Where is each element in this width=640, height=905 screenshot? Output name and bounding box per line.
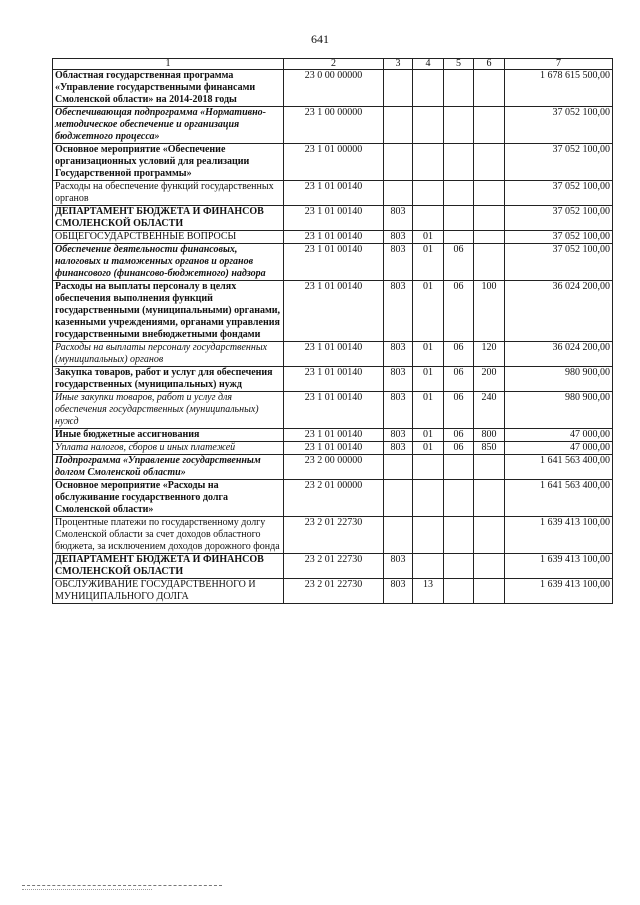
expense-type-cell: 240 — [474, 392, 505, 429]
ministry-code-cell: 803 — [384, 231, 413, 244]
scan-artifact-line — [22, 889, 152, 890]
expense-type-cell — [474, 244, 505, 281]
table-row — [53, 342, 613, 367]
target-article-cell: 23 2 01 22730 — [284, 554, 384, 579]
amount-cell: 1 639 413 100,00 — [505, 554, 613, 579]
table-row — [53, 206, 613, 231]
section-cell: 01 — [413, 442, 444, 455]
subsection-cell — [444, 206, 474, 231]
subsection-cell: 06 — [444, 281, 474, 342]
expense-type-cell: 800 — [474, 429, 505, 442]
subsection-cell: 06 — [444, 429, 474, 442]
amount-cell: 37 052 100,00 — [505, 244, 613, 281]
target-article-cell: 23 1 01 00000 — [284, 144, 384, 181]
amount-cell: 1 641 563 400,00 — [505, 480, 613, 517]
subsection-cell — [444, 231, 474, 244]
expense-type-cell: 200 — [474, 367, 505, 392]
row-name-cell: ОБЩЕГОСУДАРСТВЕННЫЕ ВОПРОСЫ — [53, 231, 284, 244]
target-article-cell: 23 1 01 00140 — [284, 429, 384, 442]
section-cell — [413, 107, 444, 144]
expense-type-cell: 850 — [474, 442, 505, 455]
subsection-cell — [444, 455, 474, 480]
table-row — [53, 367, 613, 392]
target-article-cell: 23 1 01 00140 — [284, 231, 384, 244]
subsection-cell — [444, 517, 474, 554]
section-cell — [413, 144, 444, 181]
ministry-code-cell — [384, 181, 413, 206]
table-row — [53, 181, 613, 206]
ministry-code-cell: 803 — [384, 579, 413, 604]
target-article-cell: 23 2 01 22730 — [284, 517, 384, 554]
subsection-cell: 06 — [444, 442, 474, 455]
target-article-cell: 23 1 00 00000 — [284, 107, 384, 144]
ministry-code-cell: 803 — [384, 342, 413, 367]
amount-cell: 1 639 413 100,00 — [505, 517, 613, 554]
expense-type-cell — [474, 554, 505, 579]
expense-type-cell — [474, 206, 505, 231]
ministry-code-cell — [384, 455, 413, 480]
section-cell — [413, 455, 444, 480]
subsection-cell: 06 — [444, 244, 474, 281]
target-article-cell: 23 1 01 00140 — [284, 244, 384, 281]
target-article-cell: 23 1 01 00140 — [284, 342, 384, 367]
amount-cell: 980 900,00 — [505, 392, 613, 429]
ministry-code-cell — [384, 144, 413, 181]
expense-type-cell — [474, 181, 505, 206]
target-article-cell: 23 1 01 00140 — [284, 392, 384, 429]
amount-cell: 37 052 100,00 — [505, 144, 613, 181]
amount-cell: 37 052 100,00 — [505, 206, 613, 231]
ministry-code-cell: 803 — [384, 206, 413, 231]
ministry-code-cell — [384, 70, 413, 107]
table-row — [53, 231, 613, 244]
subsection-cell — [444, 70, 474, 107]
ministry-code-cell: 803 — [384, 244, 413, 281]
amount-cell: 47 000,00 — [505, 442, 613, 455]
table-row — [53, 554, 613, 579]
amount-cell: 36 024 200,00 — [505, 281, 613, 342]
row-name-cell: Обеспечивающая подпрограмма «Нормативно-методическое обеспечение и организация бюджетного процесса» — [53, 107, 284, 144]
target-article-cell: 23 1 01 00140 — [284, 367, 384, 392]
target-article-cell: 23 2 01 22730 — [284, 579, 384, 604]
row-name-cell: Иные закупки товаров, работ и услуг для обеспечения государственных (муниципальных) нужд — [53, 392, 284, 429]
target-article-cell: 23 1 01 00140 — [284, 281, 384, 342]
amount-cell: 37 052 100,00 — [505, 231, 613, 244]
row-name-cell: ДЕПАРТАМЕНТ БЮДЖЕТА И ФИНАНСОВ СМОЛЕНСКОЙ ОБЛАСТИ — [53, 206, 284, 231]
row-name-cell: ОБСЛУЖИВАНИЕ ГОСУДАРСТВЕННОГО И МУНИЦИПАЛЬНОГО ДОЛГА — [53, 579, 284, 604]
header-cell: 2 — [284, 59, 384, 70]
page-number: 641 — [311, 32, 329, 46]
target-article-cell: 23 0 00 00000 — [284, 70, 384, 107]
subsection-cell: 06 — [444, 342, 474, 367]
row-name-cell: Уплата налогов, сборов и иных платежей — [53, 442, 284, 455]
header-row — [53, 59, 613, 70]
section-cell: 01 — [413, 392, 444, 429]
ministry-code-cell: 803 — [384, 442, 413, 455]
row-name-cell: Процентные платежи по государственному долгу Смоленской области за счет доходов областного бюджета, за исключением доходов дорожного фонда — [53, 517, 284, 554]
ministry-code-cell — [384, 480, 413, 517]
section-cell: 13 — [413, 579, 444, 604]
section-cell: 01 — [413, 367, 444, 392]
subsection-cell: 06 — [444, 392, 474, 429]
amount-cell: 37 052 100,00 — [505, 181, 613, 206]
section-cell — [413, 181, 444, 206]
table-row — [53, 70, 613, 107]
header-cell: 5 — [444, 59, 474, 70]
expense-type-cell — [474, 517, 505, 554]
amount-cell: 980 900,00 — [505, 367, 613, 392]
section-cell — [413, 554, 444, 579]
table-row — [53, 517, 613, 554]
row-name-cell: Основное мероприятие «Обеспечение организационных условий для реализации Государственной программы» — [53, 144, 284, 181]
expense-type-cell — [474, 579, 505, 604]
ministry-code-cell — [384, 517, 413, 554]
section-cell — [413, 517, 444, 554]
row-name-cell: Расходы на выплаты персоналу государственных (муниципальных) органов — [53, 342, 284, 367]
expense-type-cell — [474, 107, 505, 144]
expense-type-cell — [474, 70, 505, 107]
header-cell: 4 — [413, 59, 444, 70]
row-name-cell: Расходы на обеспечение функций государственных органов — [53, 181, 284, 206]
subsection-cell — [444, 480, 474, 517]
amount-cell: 1 641 563 400,00 — [505, 455, 613, 480]
row-name-cell: Областная государственная программа «Управление государственными финансами Смоленской области» на 2014-2018 годы — [53, 70, 284, 107]
subsection-cell: 06 — [444, 367, 474, 392]
ministry-code-cell: 803 — [384, 367, 413, 392]
section-cell: 01 — [413, 429, 444, 442]
section-cell: 01 — [413, 281, 444, 342]
row-name-cell: Расходы на выплаты персоналу в целях обеспечения выполнения функций государственными (муниципальными) органами, казенными учреждениями, органами управления государственными внебюджетными фондами — [53, 281, 284, 342]
scan-artifact-line — [22, 885, 222, 886]
amount-cell: 1 678 615 500,00 — [505, 70, 613, 107]
row-name-cell: Обеспечение деятельности финансовых, налоговых и таможенных органов и органов финансового (финансово-бюджетного) надзора — [53, 244, 284, 281]
subsection-cell — [444, 144, 474, 181]
header-cell: 7 — [505, 59, 613, 70]
budget-table — [52, 58, 613, 604]
target-article-cell: 23 2 00 00000 — [284, 455, 384, 480]
section-cell — [413, 70, 444, 107]
table-row — [53, 455, 613, 480]
amount-cell: 36 024 200,00 — [505, 342, 613, 367]
expense-type-cell — [474, 455, 505, 480]
table-body — [53, 59, 613, 604]
amount-cell: 47 000,00 — [505, 429, 613, 442]
section-cell: 01 — [413, 342, 444, 367]
amount-cell: 1 639 413 100,00 — [505, 579, 613, 604]
ministry-code-cell: 803 — [384, 429, 413, 442]
section-cell — [413, 206, 444, 231]
row-name-cell: Иные бюджетные ассигнования — [53, 429, 284, 442]
section-cell: 01 — [413, 244, 444, 281]
target-article-cell: 23 1 01 00140 — [284, 181, 384, 206]
ministry-code-cell: 803 — [384, 554, 413, 579]
header-cell: 3 — [384, 59, 413, 70]
target-article-cell: 23 2 01 00000 — [284, 480, 384, 517]
header-cell: 1 — [53, 59, 284, 70]
row-name-cell: Основное мероприятие «Расходы на обслуживание государственного долга Смоленской области» — [53, 480, 284, 517]
table-row — [53, 429, 613, 442]
subsection-cell — [444, 107, 474, 144]
table-row — [53, 579, 613, 604]
expense-type-cell: 120 — [474, 342, 505, 367]
subsection-cell — [444, 554, 474, 579]
target-article-cell: 23 1 01 00140 — [284, 442, 384, 455]
row-name-cell: Закупка товаров, работ и услуг для обеспечения государственных (муниципальных) нужд — [53, 367, 284, 392]
section-cell: 01 — [413, 231, 444, 244]
expense-type-cell: 100 — [474, 281, 505, 342]
table-row — [53, 392, 613, 429]
table-row — [53, 107, 613, 144]
expense-type-cell — [474, 231, 505, 244]
header-cell: 6 — [474, 59, 505, 70]
ministry-code-cell: 803 — [384, 392, 413, 429]
ministry-code-cell — [384, 107, 413, 144]
amount-cell: 37 052 100,00 — [505, 107, 613, 144]
table-row — [53, 144, 613, 181]
table-row — [53, 244, 613, 281]
target-article-cell: 23 1 01 00140 — [284, 206, 384, 231]
section-cell — [413, 480, 444, 517]
expense-type-cell — [474, 144, 505, 181]
subsection-cell — [444, 181, 474, 206]
table-row — [53, 480, 613, 517]
table-row — [53, 442, 613, 455]
row-name-cell: Подпрограмма «Управление государственным долгом Смоленской области» — [53, 455, 284, 480]
subsection-cell — [444, 579, 474, 604]
row-name-cell: ДЕПАРТАМЕНТ БЮДЖЕТА И ФИНАНСОВ СМОЛЕНСКОЙ ОБЛАСТИ — [53, 554, 284, 579]
expense-type-cell — [474, 480, 505, 517]
table-row — [53, 281, 613, 342]
ministry-code-cell: 803 — [384, 281, 413, 342]
